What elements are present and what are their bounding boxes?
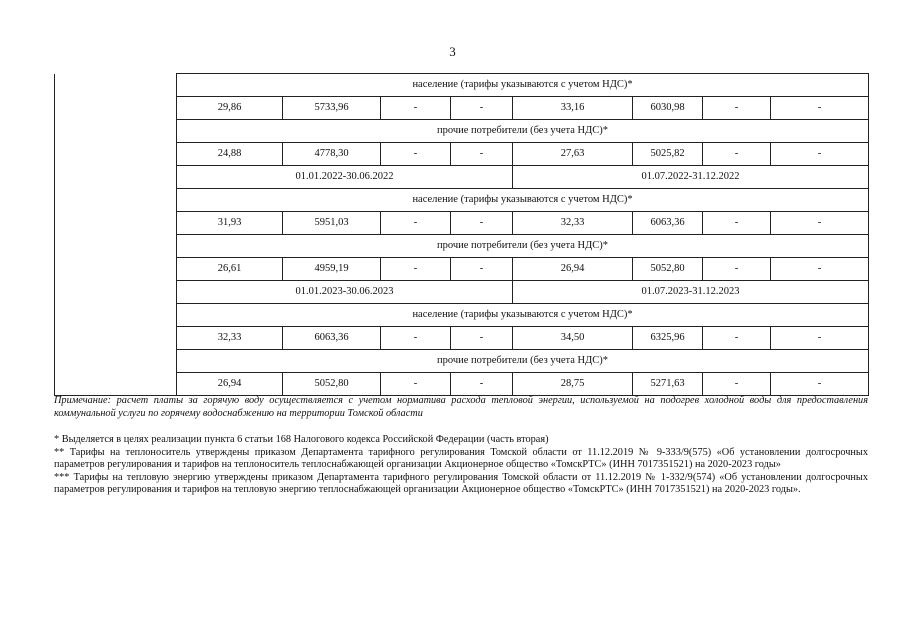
tariff-value-cell: 32,33 (177, 327, 283, 350)
blank-first-column-cell (55, 143, 177, 166)
tariff-value-cell: - (451, 97, 513, 120)
tariff-value-cell: 6325,96 (633, 327, 703, 350)
footnote-2: ** Тарифы на теплоноситель утверждены приказом Департамента тарифного регулирования Томской области от 11.12.2019 № 9-333/9(575) «Об установлении долгосрочных параметров регулирования и тарифов на теплоноситель теплоснабжающей организации Акционерное общество «ТомскРТС» (ИНН 7017351521) на 2020-2023 годы» (54, 446, 868, 471)
tariff-value-cell: 26,61 (177, 258, 283, 281)
tariff-value-cell: 5733,96 (283, 97, 381, 120)
tariff-value-cell: - (451, 212, 513, 235)
tariff-value-cell: 26,94 (177, 373, 283, 396)
table-row-values (55, 212, 869, 235)
consumer-category-cell: прочие потребители (без учета НДС)* (177, 235, 869, 258)
period-cell-second-half: 01.07.2022-31.12.2022 (513, 166, 869, 189)
period-cell-first-half: 01.01.2023-30.06.2023 (177, 281, 513, 304)
tariff-value-cell: 4959,19 (283, 258, 381, 281)
consumer-category-cell: прочие потребители (без учета НДС)* (177, 350, 869, 373)
tariff-value-cell: - (451, 143, 513, 166)
table-note: Примечание: расчет платы за горячую воду осуществляется с учетом норматива расхода тепловой энергии, используемой на подогрев холодной воды для предоставления коммунальной услуги по горячему водоснабжению на территории Томской области (54, 395, 868, 419)
blank-first-column-cell (55, 327, 177, 350)
tariff-value-cell: - (703, 373, 771, 396)
blank-first-column-cell (55, 235, 177, 258)
tariff-value-cell: - (381, 143, 451, 166)
table-row-values (55, 143, 869, 166)
blank-first-column-cell (55, 74, 177, 97)
tariff-value-cell: 6030,98 (633, 97, 703, 120)
tariff-value-cell: - (771, 258, 869, 281)
table-row-period (55, 281, 869, 304)
tariff-value-cell: - (771, 143, 869, 166)
tariff-value-cell: - (451, 258, 513, 281)
tariff-value-cell: - (381, 212, 451, 235)
tariff-value-cell: - (771, 97, 869, 120)
tariff-value-cell: 5951,03 (283, 212, 381, 235)
tariff-value-cell: 5025,82 (633, 143, 703, 166)
tariff-value-cell: 5271,63 (633, 373, 703, 396)
tariff-value-cell: 6063,36 (633, 212, 703, 235)
table-row-category (55, 189, 869, 212)
consumer-category-cell: население (тарифы указываются с учетом НДС)* (177, 74, 869, 97)
tariff-value-cell: - (451, 327, 513, 350)
tariff-value-cell: - (703, 97, 771, 120)
tariff-value-cell: - (771, 327, 869, 350)
table-row-category (55, 235, 869, 258)
period-cell-first-half: 01.01.2022-30.06.2022 (177, 166, 513, 189)
table-row-values (55, 373, 869, 396)
blank-first-column-cell (55, 258, 177, 281)
tariff-value-cell: 33,16 (513, 97, 633, 120)
blank-first-column-cell (55, 350, 177, 373)
table-row-category (55, 350, 869, 373)
blank-first-column-cell (55, 212, 177, 235)
table-row-period (55, 166, 869, 189)
tariff-value-cell: - (703, 258, 771, 281)
tariff-value-cell: - (771, 373, 869, 396)
footnotes (54, 434, 868, 497)
tariff-value-cell: - (381, 97, 451, 120)
table-row-category (55, 304, 869, 327)
consumer-category-cell: население (тарифы указываются с учетом НДС)* (177, 189, 869, 212)
table-row-category (55, 120, 869, 143)
period-cell-second-half: 01.07.2023-31.12.2023 (513, 281, 869, 304)
tariff-value-cell: 6063,36 (283, 327, 381, 350)
consumer-category-cell: население (тарифы указываются с учетом НДС)* (177, 304, 869, 327)
blank-first-column-cell (55, 304, 177, 327)
tariff-value-cell: 5052,80 (633, 258, 703, 281)
blank-first-column-cell (55, 120, 177, 143)
tariff-value-cell: - (381, 327, 451, 350)
tariff-value-cell: 32,33 (513, 212, 633, 235)
table-row-values (55, 97, 869, 120)
tariff-value-cell: 4778,30 (283, 143, 381, 166)
blank-first-column-cell (55, 97, 177, 120)
tariff-value-cell: - (703, 143, 771, 166)
blank-first-column-cell (55, 281, 177, 304)
tariff-value-cell: 28,75 (513, 373, 633, 396)
tariff-value-cell: - (771, 212, 869, 235)
tariff-value-cell: - (381, 258, 451, 281)
tariff-value-cell: 24,88 (177, 143, 283, 166)
tariff-value-cell: 29,86 (177, 97, 283, 120)
blank-first-column-cell (55, 189, 177, 212)
tariff-value-cell: - (703, 327, 771, 350)
table-row-values (55, 327, 869, 350)
tariff-value-cell: - (451, 373, 513, 396)
tariff-value-cell: 34,50 (513, 327, 633, 350)
page-number: 3 (449, 44, 456, 59)
tariff-value-cell: 27,63 (513, 143, 633, 166)
tariff-value-cell: - (381, 373, 451, 396)
tariff-value-cell: 5052,80 (283, 373, 381, 396)
table-row-category (55, 74, 869, 97)
tariff-value-cell: 26,94 (513, 258, 633, 281)
tariff-value-cell: - (703, 212, 771, 235)
footnote-1: * Выделяется в целях реализации пункта 6 статьи 168 Налогового кодекса Российской Федерации (часть вторая) (54, 434, 549, 445)
table-row-values (55, 258, 869, 281)
blank-first-column-cell (55, 166, 177, 189)
tariff-value-cell: 31,93 (177, 212, 283, 235)
blank-first-column-cell (55, 373, 177, 396)
footnote-3: *** Тарифы на тепловую энергию утверждены приказом Департамента тарифного регулирования Томской области от 11.12.2019 № 1-332/9(574) «Об установлении долгосрочных параметров регулирования и тарифов на тепловую энергию теплоснабжающей организации Акционерное общество «ТомскРТС» (ИНН 7017351521) на 2020-2023 годы». (54, 471, 868, 496)
tariff-table (54, 73, 869, 396)
consumer-category-cell: прочие потребители (без учета НДС)* (177, 120, 869, 143)
